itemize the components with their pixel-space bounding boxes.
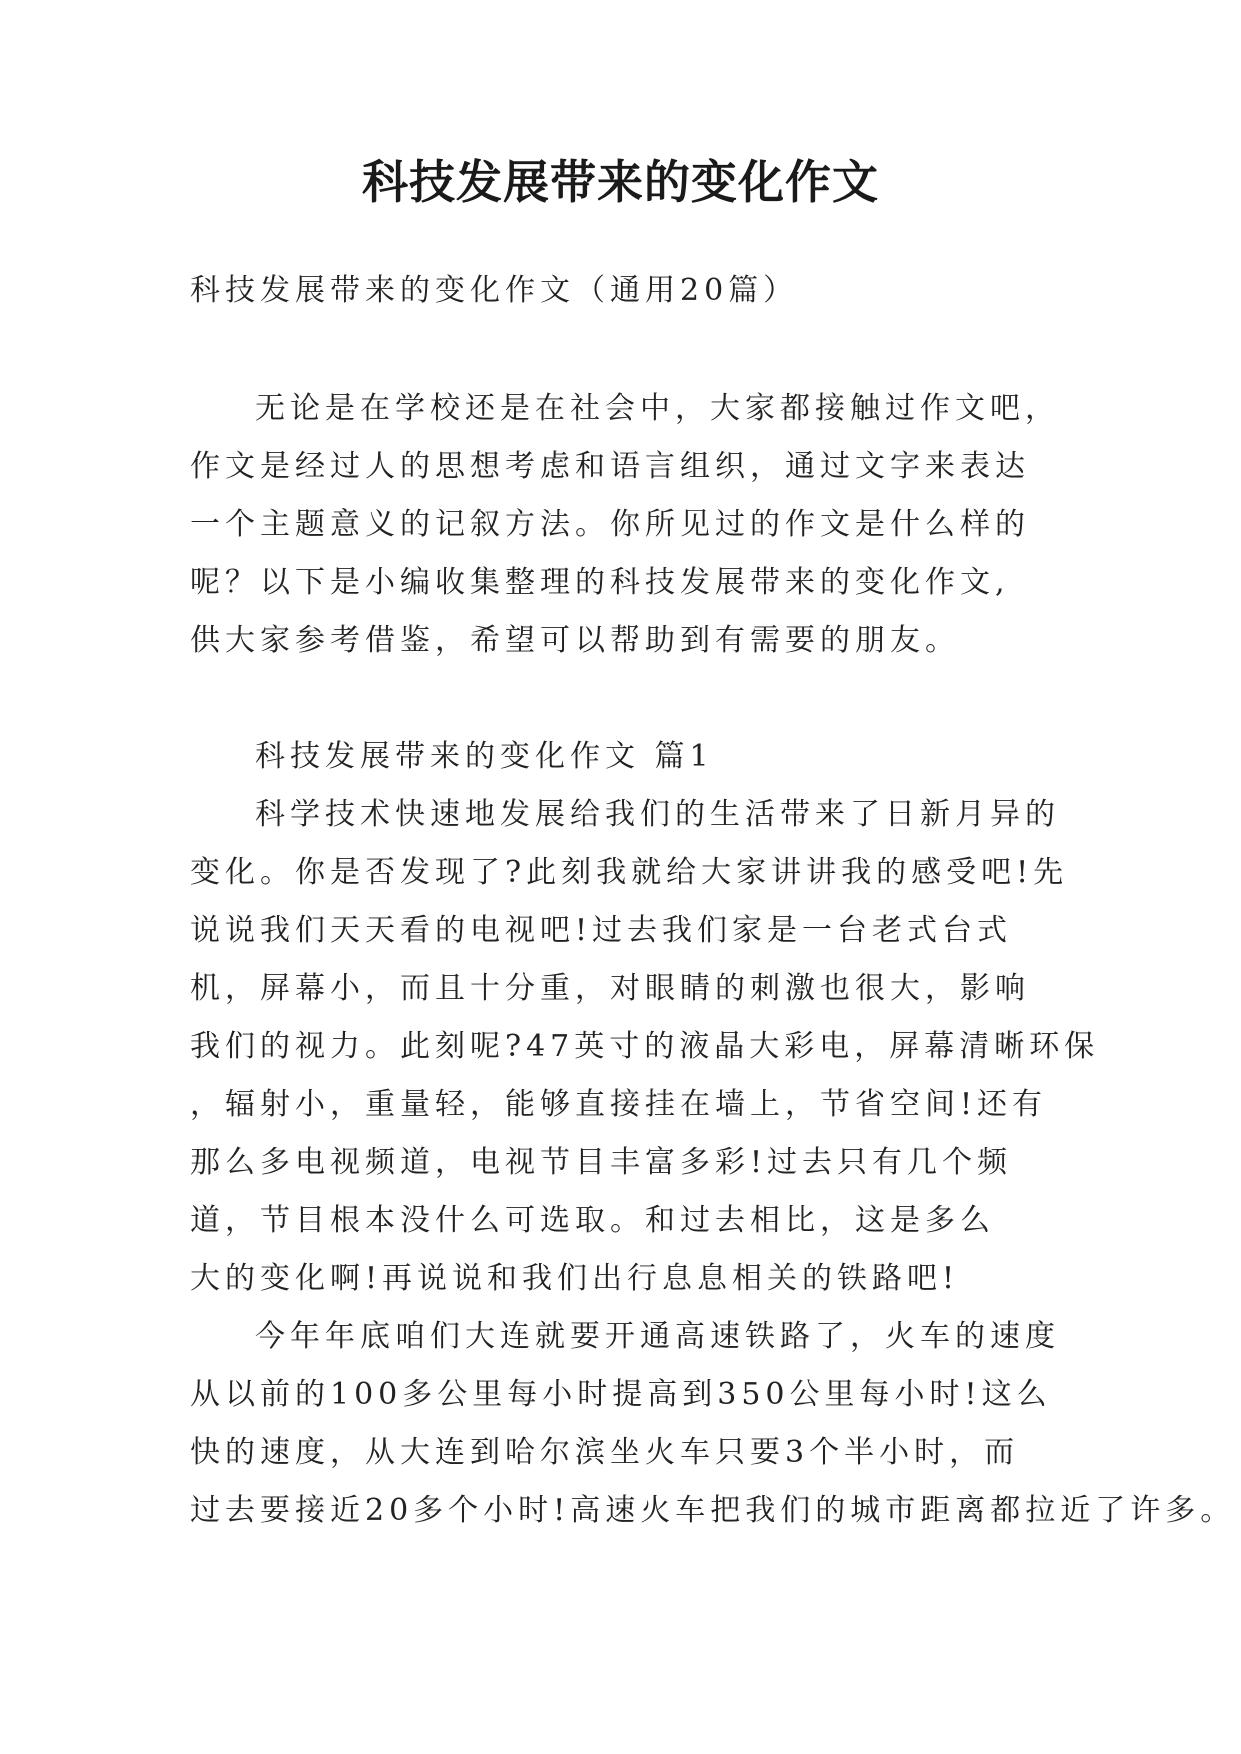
intro-paragraph-line: 呢？以下是小编收集整理的科技发展带来的变化作文, — [190, 565, 1010, 600]
body-paragraph-line: 过去要接近20多个小时!高速火车把我们的城市距离都拉近了许多。 — [190, 1493, 1236, 1528]
body-paragraph-line: 科学技术快速地发展给我们的生活带来了日新月异的 — [255, 797, 1060, 832]
body-paragraph-line: 那么多电视频道，电视节目丰富多彩!过去只有几个频 — [190, 1145, 1013, 1180]
body-paragraph-line: 变化。你是否发现了?此刻我就给大家讲讲我的感受吧!先 — [190, 855, 1069, 890]
intro-paragraph-line: 供大家参考借鉴，希望可以帮助到有需要的朋友。 — [190, 623, 960, 658]
section-heading: 科技发展带来的变化作文 篇1 — [255, 739, 714, 774]
body-paragraph — [190, 786, 1100, 1308]
body-paragraph-line: 说说我们天天看的电视吧!过去我们家是一台老式台式 — [190, 913, 1013, 948]
body-paragraph-line: 大的变化啊!再说说和我们出行息息相关的铁路吧! — [190, 1261, 960, 1296]
body-paragraph-line: ，辐射小，重量轻，能够直接挂在墙上，节省空间!还有 — [190, 1087, 1048, 1122]
intro-paragraph-line: 作文是经过人的思想考虑和语言组织，通过文字来表达 — [190, 449, 1030, 484]
body-paragraph — [190, 1308, 1236, 1540]
intro-paragraph-line: 无论是在学校还是在社会中，大家都接触过作文吧， — [255, 391, 1060, 426]
body-paragraph-line: 今年年底咱们大连就要开通高速铁路了，火车的速度 — [255, 1319, 1060, 1354]
document-title: 科技发展带来的变化作文 — [362, 155, 879, 209]
document-subtitle: 科技发展带来的变化作文（通用20篇） — [190, 273, 799, 308]
body-paragraph-line: 道，节目根本没什么可选取。和过去相比，这是多么 — [190, 1203, 995, 1238]
body-paragraph-line: 我们的视力。此刻呢?47英寸的液晶大彩电，屏幕清晰环保 — [190, 1029, 1100, 1064]
body-paragraph-line: 机，屏幕小，而且十分重，对眼睛的刺激也很大，影响 — [190, 971, 1030, 1006]
body-paragraph-line: 从以前的100多公里每小时提高到350公里每小时!这么 — [190, 1377, 1052, 1412]
intro-paragraph-line: 一个主题意义的记叙方法。你所见过的作文是什么样的 — [190, 507, 1030, 542]
body-paragraph-line: 快的速度，从大连到哈尔滨坐火车只要3个半小时，而 — [190, 1435, 1020, 1470]
intro-paragraph — [190, 380, 1060, 670]
document-body — [190, 262, 1236, 1540]
